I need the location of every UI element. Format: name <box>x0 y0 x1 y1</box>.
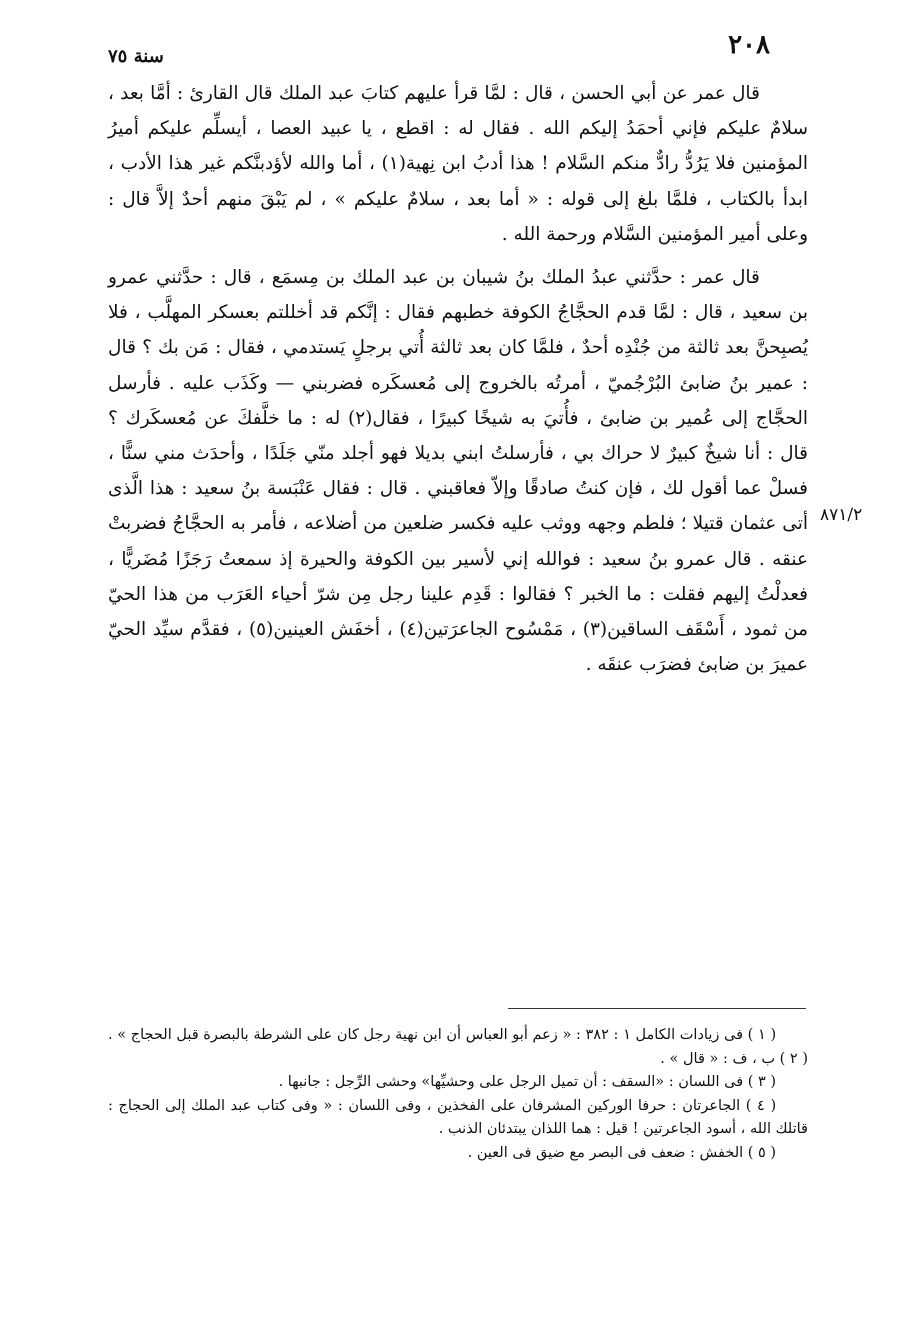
paragraph-2: قال عمر : حدَّثني عبدُ الملك بنُ شيبان بن عبد الملك بن مِسمَع ، قال : حدَّثني عمرو بن سعيد ، قال : لمَّا قدم الحجَّاجُ الكوفة خطبهم فقال : إنَّكم قد أخللتم بعسكر المهلَّب ، فلا يُصبِحنَّ بعد ثالثة من جُنْدِه أحدٌ ، فلمَّا كان بعد ثالثة أُتي برجلٍ يَستدمي ، فقال : مَن بك ؟ قال : عمير بنُ ضابئ البُرْجُميّ ، أمرتُه بالخروج إلى مُعسكَره فضربني — وكَذَب عليه . فأرسل الحجَّاج إلى عُمير بن ضابئ ، فأُتيَ به شيخًا كبيرًا ، فقال(٢) له : ما خلَّفكَ عن مُعسكَرك ؟ قال : أنا شيخٌ كبيرٌ لا حراك بي ، فأرسلتُ ابني بديلا فهو أجلد منّي جَلَدًا ، وأحدَث مني سنًّا ، فسلْ عما أقول لك ، فإن كنتُ صادقًا وإلاّ فعاقبني . قال : فقال عَنْبَسة بنُ سعيد : هذا الَّذى أتى عثمان قتيلا ؛ فلطم وجهه ووثب عليه فكسر ضلعين من أضلاعه ، فأمر به الحجَّاجُ فضربتْ عنقه . قال عمرو بنُ سعيد : فوالله إني لأسير بين الكوفة والحيرة إذ سمعتُ رَجَزًا مُضَريًّا ، فعدلْتُ إليهم فقلت : ما الخبر ؟ فقالوا : قَدِم علينا رجل مِن شرّ أحياء العَرَب من هذا الحيّ من ثمود ، أَسْقَف الساقين(٣) ، مَمْسُوح الجاعرَتين(٤) ، أخفَش العينين(٥) ، فقدَّم سيِّد الحيّ عميرَ بن ضابئ فضرَب عنقَه . <box>108 267 809 676</box>
page-number: ٢٠٨ <box>728 30 770 60</box>
footnote-4: ( ٤ ) الجاعرتان : حرفا الوركين المشرفان على الفخذين ، وفى اللسان : « وفى كتاب عبد الملك إلى الحجاج : قاتلك الله ، أسود الجاعرتين ! قيل : هما اللذان يبتدئان الذنب . <box>108 1097 808 1138</box>
footnote-1-2: ( ١ ) فى زيادات الكامل ١ : ٣٨٢ : « زعم أبو العباس أن ابن نهية رجل كان على الشرطة بالبصرة قبل الحجاج » . ( ٢ ) ب ، ف : « قال » . <box>108 1027 808 1067</box>
footnote-divider <box>508 1008 806 1009</box>
footnote-5: ( ٥ ) الخفش : ضعف فى البصر مع ضيق فى العين . <box>467 1144 777 1161</box>
footnote-3: ( ٣ ) فى اللسان : «السقف : أن تميل الرجل على وحشيِّها» وحشى الرِّجل : جانبها . <box>278 1074 777 1091</box>
paragraph-1: قال عمر عن أبي الحسن ، قال : لمَّا قرأ عليهم كتابَ عبد الملك قال القارئ : أمَّا بعد ، سلامٌ عليكم فإني أحمَدُ إليكم الله . فقال له : اقطع ، يا عبيد العصا ، أيسلِّم عليكم أميرُ المؤمنين فلا يَرُدُّ رادٌّ منكم السَّلام ! هذا أدبُ ابن نِهية(١) ، أما والله لأؤدبنَّكم غير هذا الأدب ، ابدأ بالكتاب ، فلمَّا بلغ إلى قوله : « أما بعد ، سلامٌ عليكم » ، لم يَبْقَ منهم أحدٌ إلاَّ قال : وعلى أمير المؤمنين السَّلام ورحمة الله . <box>108 83 808 245</box>
margin-reference: ٨٧١/٢ <box>820 505 863 525</box>
main-text <box>108 76 808 682</box>
running-head-year: سنة ٧٥ <box>108 46 164 67</box>
footnotes <box>108 1024 808 1166</box>
